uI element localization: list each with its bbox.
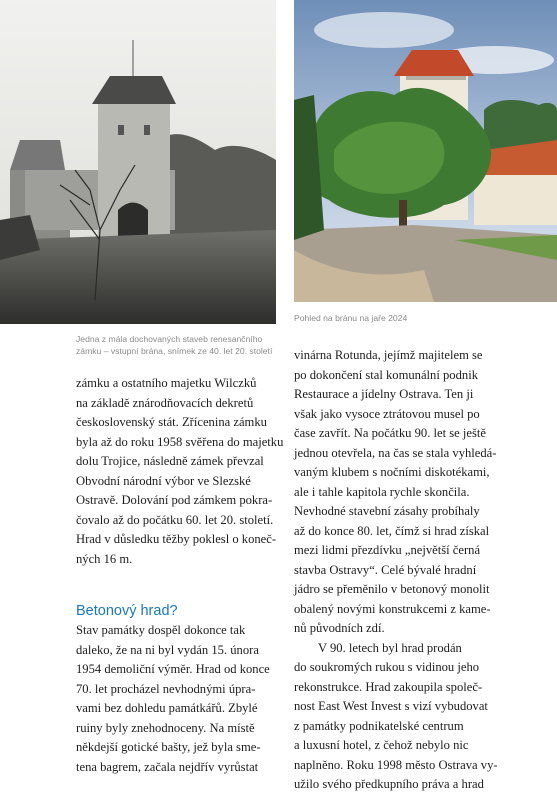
text-line: čovalo až do počátku 60. let 20. století. [76,512,274,527]
text-line: jádro se přeměnilo v betonový monolit [294,582,490,596]
text-line: stavba Ostravy“. Celé bývalé hradní [294,562,477,577]
text-line: až do konce 80. let, čímž si hrad získal [294,523,490,538]
text-line: užilo svého předkupního práva a hrad [294,777,484,791]
gate-spring-2024-photo [294,0,557,302]
left-photo-caption [76,333,286,357]
text-line: čase zavřít. Na počátku 90. let se ještě [294,426,486,440]
text-line: do soukromých rukou s vidinou jeho [294,660,480,674]
text-line: dolu Trojice, následně zámek převzal [76,454,264,468]
paragraph-privatization [294,639,498,795]
text-line: Nevhodné stavební zásahy probíhaly [294,504,480,518]
text-line: někdejší gotické bašty, jež byla sme- [76,740,261,754]
text-line: nů původních zdí. [294,621,385,635]
text-line: nost East West Invest s vizí vybudovat [294,699,488,713]
text-line: daleko, že na ni byl vydán 15. února [76,642,259,657]
text-line: vaným klubem s nočními diskotékami, [294,465,490,479]
section-heading: Betonový hrad? [76,603,178,619]
historical-gate-photo [0,0,276,324]
text-line: byla až do roku 1958 svěřena do majetku [76,434,284,449]
text-line: ných 16 m. [76,551,133,566]
text-line: Ostravě. Dolování pod zámkem pokra- [76,493,273,507]
left-text-column [76,374,286,777]
text-line: ale i tahle kapitola rychle skončila. [294,484,470,499]
text-line: československý stát. Zřícenina zámku [76,415,267,429]
text-line: zámku a ostatního majetku Wilczků [76,376,257,390]
paragraph-rotunda [294,346,497,639]
right-photo-caption: Pohled na bránu na jaře 2024 [294,313,408,323]
text-line: Restaurace a jídelny Ostrava. Ten ji [294,387,474,401]
caption-line: Jedna z mála dochovaných staveb renesančního [76,334,263,344]
text-line: V 90. letech byl hrad prodán [318,640,462,655]
text-line: na základě znárodňovacích dekretů [76,395,254,410]
paragraph-demolition [76,621,286,777]
text-line: ruiny byly znehodnoceny. Na místě [76,720,255,735]
text-line: naplněno. Roku 1998 město Ostrava vy- [294,757,498,772]
paragraph-wilczek-property [76,374,286,569]
text-line: vinárna Rotunda, jejímž majitelem se [294,348,483,362]
text-line: po dokončení stal komunální podnik [294,367,478,382]
text-line: jednou otevřela, na čas se stala vyhledá- [294,445,497,460]
text-line: Obvodní národní výbor ve Slezské [76,473,251,488]
text-line: Hrad v důsledku těžby poklesl o koneč- [76,532,277,546]
text-line: 1954 demoliční výměr. Hrad od konce [76,662,270,676]
text-line: tena bagrem, začala nejdřív vyrůstat [76,759,259,774]
text-line: 70. let procházel nevhodnými úpra- [76,681,256,696]
text-line: vami bez dohledu památkářů. Zbylé [76,701,258,715]
text-line: Stav památky dospěl dokonce tak [76,623,246,637]
text-line: mezi lidmi přezdívku „největší černá [294,543,481,557]
text-line: a luxusní hotel, z čehož nebylo nic [294,738,469,752]
text-line: rekonstrukce. Hrad zakoupila společ- [294,679,483,694]
text-line: však jako vysoce ztrátovou musel po [294,406,480,421]
text-line: obalený novými konstrukcemi z kame- [294,601,491,616]
caption-line: zámku – vstupní brána, snímek ze 40. let 20. století [76,346,273,356]
right-text-column [294,346,498,795]
text-line: z památky podnikatelské centrum [294,718,464,733]
